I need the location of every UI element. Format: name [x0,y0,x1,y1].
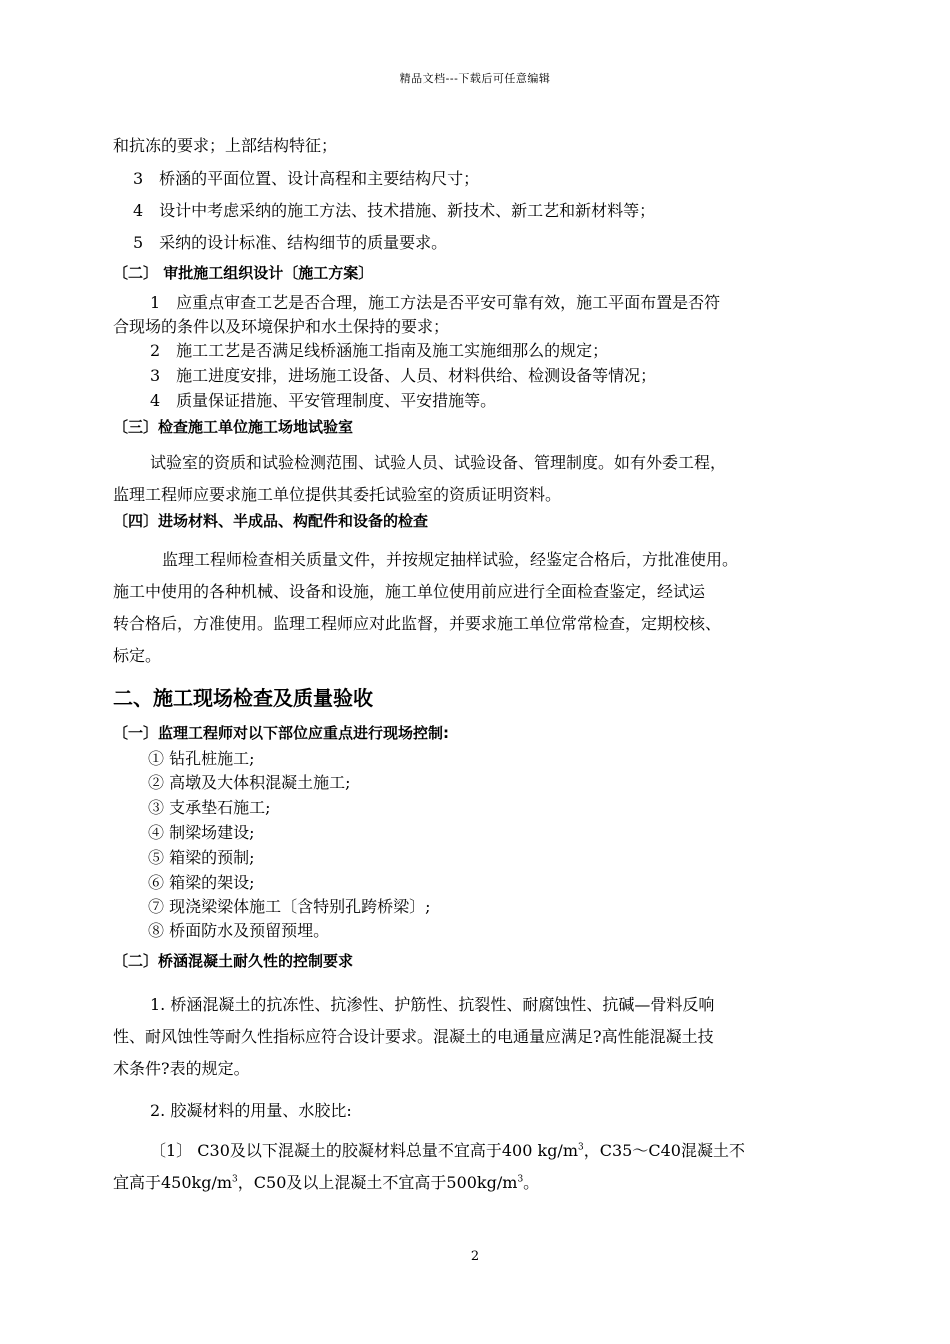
section-heading: 〔二〕 审批施工组织设计〔施工方案〕 [113,264,374,282]
text-fragment: 〔1〕 C30及以下混凝土的胶凝材料总量不宜高于400 kg/m [150,1141,578,1160]
list-item: ⑥ 箱梁的架设; [148,873,255,892]
section-heading: 〔三〕检查施工单位施工场地试验室 [113,418,354,436]
superscript: 3 [517,1174,524,1185]
list-item: ⑧ 桥面防水及预留预埋。 [148,921,330,940]
text-line: 术条件?表的规定。 [113,1059,250,1078]
text-line: 监理工程师检查相关质量文件，并按规定抽样试验，经鉴定合格后，方批准使用。 [162,550,739,569]
text-line: 1 应重点审查工艺是否合理，施工方法是否平安可靠有效，施工平面布置是否符 [150,293,721,312]
text-line: 1. 桥涵混凝土的抗冻性、抗渗性、护筋性、抗裂性、耐腐蚀性、抗碱—骨料反响 [150,995,715,1014]
text-line: 3 桥涵的平面位置、设计高程和主要结构尺寸； [133,169,480,188]
text-line: 监理工程师应要求施工单位提供其委托试验室的资质证明资料。 [113,485,562,504]
page-number: 2 [470,1249,480,1264]
text-line: 2. 胶凝材料的用量、水胶比: [150,1101,352,1120]
text-fragment: ，C35～C40混凝土不 [583,1141,745,1160]
list-item: ⑦ 现浇梁梁体施工〔含特别孔跨桥梁〕; [148,897,431,916]
list-item: ③ 支承垫石施工; [148,798,271,817]
section-heading: 〔一〕监理工程师对以下部位应重点进行现场控制: [113,724,450,742]
text-line [150,1138,745,1161]
text-fragment: 宜高于450kg/m [113,1173,233,1192]
text-line: 试验室的资质和试验检测范围、试验人员、试验设备、管理制度。如有外委工程， [150,453,727,472]
text-line: 性、耐风蚀性等耐久性指标应符合设计要求。混凝土的电通量应满足?高性能混凝土技 [113,1027,714,1046]
text-line: 施工中使用的各种机械、设备和设施，施工单位使用前应进行全面检查鉴定，经试运 [113,582,706,601]
text-line: 3 施工进度安排，进场施工设备、人员、材料供给、检测设备等情况； [150,366,657,385]
text-line: 2 施工工艺是否满足线桥涵施工指南及施工实施细那么的规定； [150,341,609,360]
list-item: ⑤ 箱梁的预制; [148,848,255,867]
section-heading: 〔二〕桥涵混凝土耐久性的控制要求 [113,952,354,970]
chapter-heading: 二、施工现场检查及质量验收 [113,686,373,710]
list-item: ② 高墩及大体积混凝土施工; [148,773,351,792]
superscript: 3 [578,1142,584,1153]
text-line: 转合格后，方准使用。监理工程师应对此监督，并要求施工单位常常检查，定期校核、 [113,614,722,633]
text-line: 和抗冻的要求；上部结构特征； [113,136,338,155]
text-line [113,1170,539,1193]
page-header: 精品文档---下载后可任意编辑 [399,72,551,85]
list-item: ① 钻孔桩施工; [148,749,255,768]
superscript: 3 [232,1174,238,1185]
list-item: ④ 制梁场建设; [148,823,255,842]
text-line: 标定。 [113,646,162,665]
text-line: 4 设计中考虑采纳的施工方法、技术措施、新技术、新工艺和新材料等； [133,201,656,220]
text-fragment: ，C50及以上混凝土不宜高于500kg/m [237,1173,518,1192]
text-line: 5 采纳的设计标准、结构细节的质量要求。 [133,233,448,252]
text-line: 4 质量保证措施、平安管理制度、平安措施等。 [150,391,497,410]
section-heading: 〔四〕进场材料、半成品、构配件和设备的检查 [113,512,429,530]
text-fragment: 。 [523,1173,540,1192]
text-line: 合现场的条件以及环境保护和水土保持的要求； [113,317,450,336]
